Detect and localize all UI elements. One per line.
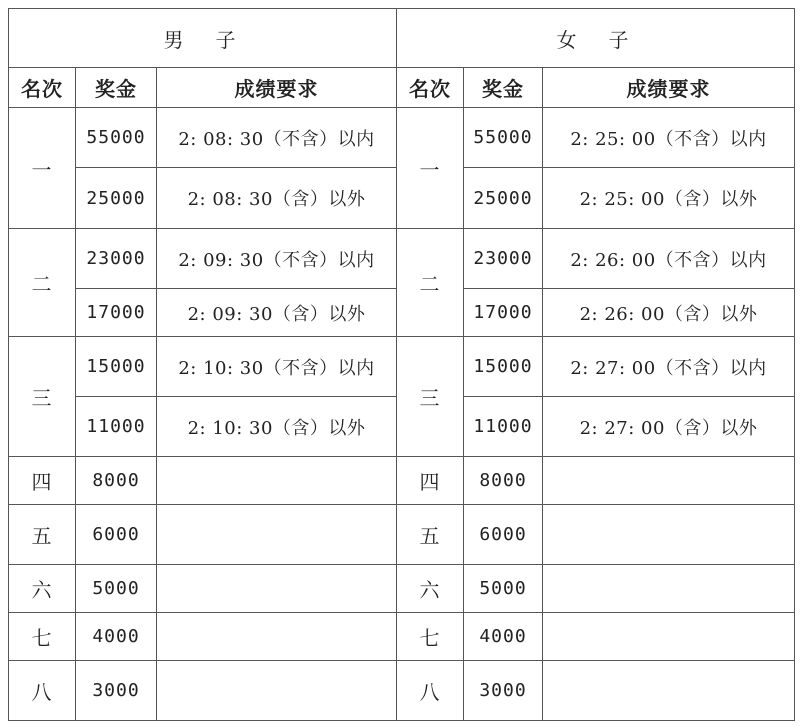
women-prize-cell: 8000	[464, 457, 543, 505]
men-prize-cell: 8000	[76, 457, 157, 505]
men-prize-cell: 5000	[76, 565, 157, 613]
men-rank-cell: 八	[9, 661, 76, 721]
women-requirement-cell	[543, 565, 795, 613]
women-prize-cell: 4000	[464, 613, 543, 661]
men-header: 男 子	[9, 9, 397, 68]
men-rank-cell: 五	[9, 505, 76, 565]
men-rank-cell: 七	[9, 613, 76, 661]
women-prize-cell: 17000	[464, 289, 543, 337]
men-requirement-cell: 2: 08: 30（不含）以内	[157, 108, 397, 168]
men-prize-header: 奖金	[76, 68, 157, 108]
table-row	[9, 337, 795, 397]
men-prize-cell: 6000	[76, 505, 157, 565]
women-requirement-cell: 2: 26: 00（不含）以内	[543, 229, 795, 289]
men-prize-cell: 11000	[76, 397, 157, 457]
men-requirement-cell: 2: 09: 30（不含）以内	[157, 229, 397, 289]
men-prize-cell: 55000	[76, 108, 157, 168]
men-prize-cell: 3000	[76, 661, 157, 721]
women-requirement-cell	[543, 613, 795, 661]
women-requirement-cell	[543, 661, 795, 721]
men-rank-cell: 六	[9, 565, 76, 613]
men-rank-cell: 一	[9, 108, 76, 229]
women-rank-cell: 七	[397, 613, 464, 661]
women-requirement-cell	[543, 457, 795, 505]
men-rank-cell: 二	[9, 229, 76, 337]
women-requirement-header: 成绩要求	[543, 68, 795, 108]
women-rank-cell: 八	[397, 661, 464, 721]
women-prize-cell: 15000	[464, 337, 543, 397]
women-prize-header: 奖金	[464, 68, 543, 108]
table-row	[9, 505, 795, 565]
women-prize-cell: 25000	[464, 168, 543, 229]
women-rank-cell: 一	[397, 108, 464, 229]
women-rank-cell: 五	[397, 505, 464, 565]
table-row	[9, 457, 795, 505]
women-prize-cell: 3000	[464, 661, 543, 721]
table-row	[9, 613, 795, 661]
men-rank-cell: 三	[9, 337, 76, 457]
table-row	[9, 108, 795, 168]
women-rank-cell: 六	[397, 565, 464, 613]
women-rank-cell: 二	[397, 229, 464, 337]
women-requirement-cell	[543, 505, 795, 565]
women-prize-cell: 55000	[464, 108, 543, 168]
men-requirement-cell	[157, 613, 397, 661]
men-requirement-header: 成绩要求	[157, 68, 397, 108]
women-prize-cell: 23000	[464, 229, 543, 289]
women-prize-cell: 5000	[464, 565, 543, 613]
women-prize-cell: 11000	[464, 397, 543, 457]
men-prize-cell: 25000	[76, 168, 157, 229]
men-requirement-cell	[157, 457, 397, 505]
women-prize-cell: 6000	[464, 505, 543, 565]
women-requirement-cell: 2: 25: 00（不含）以内	[543, 108, 795, 168]
women-requirement-cell: 2: 26: 00（含）以外	[543, 289, 795, 337]
men-requirement-cell	[157, 565, 397, 613]
table-row	[9, 565, 795, 613]
table-row	[9, 229, 795, 289]
men-rank-cell: 四	[9, 457, 76, 505]
women-requirement-cell: 2: 27: 00（不含）以内	[543, 337, 795, 397]
men-prize-cell: 17000	[76, 289, 157, 337]
men-prize-cell: 23000	[76, 229, 157, 289]
women-rank-header: 名次	[397, 68, 464, 108]
women-rank-cell: 三	[397, 337, 464, 457]
women-requirement-cell: 2: 25: 00（含）以外	[543, 168, 795, 229]
men-requirement-cell: 2: 09: 30（含）以外	[157, 289, 397, 337]
women-rank-cell: 四	[397, 457, 464, 505]
table-row	[9, 661, 795, 721]
men-requirement-cell	[157, 661, 397, 721]
men-prize-cell: 4000	[76, 613, 157, 661]
men-requirement-cell: 2: 10: 30（不含）以内	[157, 337, 397, 397]
women-requirement-cell: 2: 27: 00（含）以外	[543, 397, 795, 457]
prize-table	[8, 8, 795, 721]
men-rank-header: 名次	[9, 68, 76, 108]
men-requirement-cell	[157, 505, 397, 565]
men-requirement-cell: 2: 08: 30（含）以外	[157, 168, 397, 229]
men-requirement-cell: 2: 10: 30（含）以外	[157, 397, 397, 457]
men-prize-cell: 15000	[76, 337, 157, 397]
women-header: 女 子	[397, 9, 795, 68]
